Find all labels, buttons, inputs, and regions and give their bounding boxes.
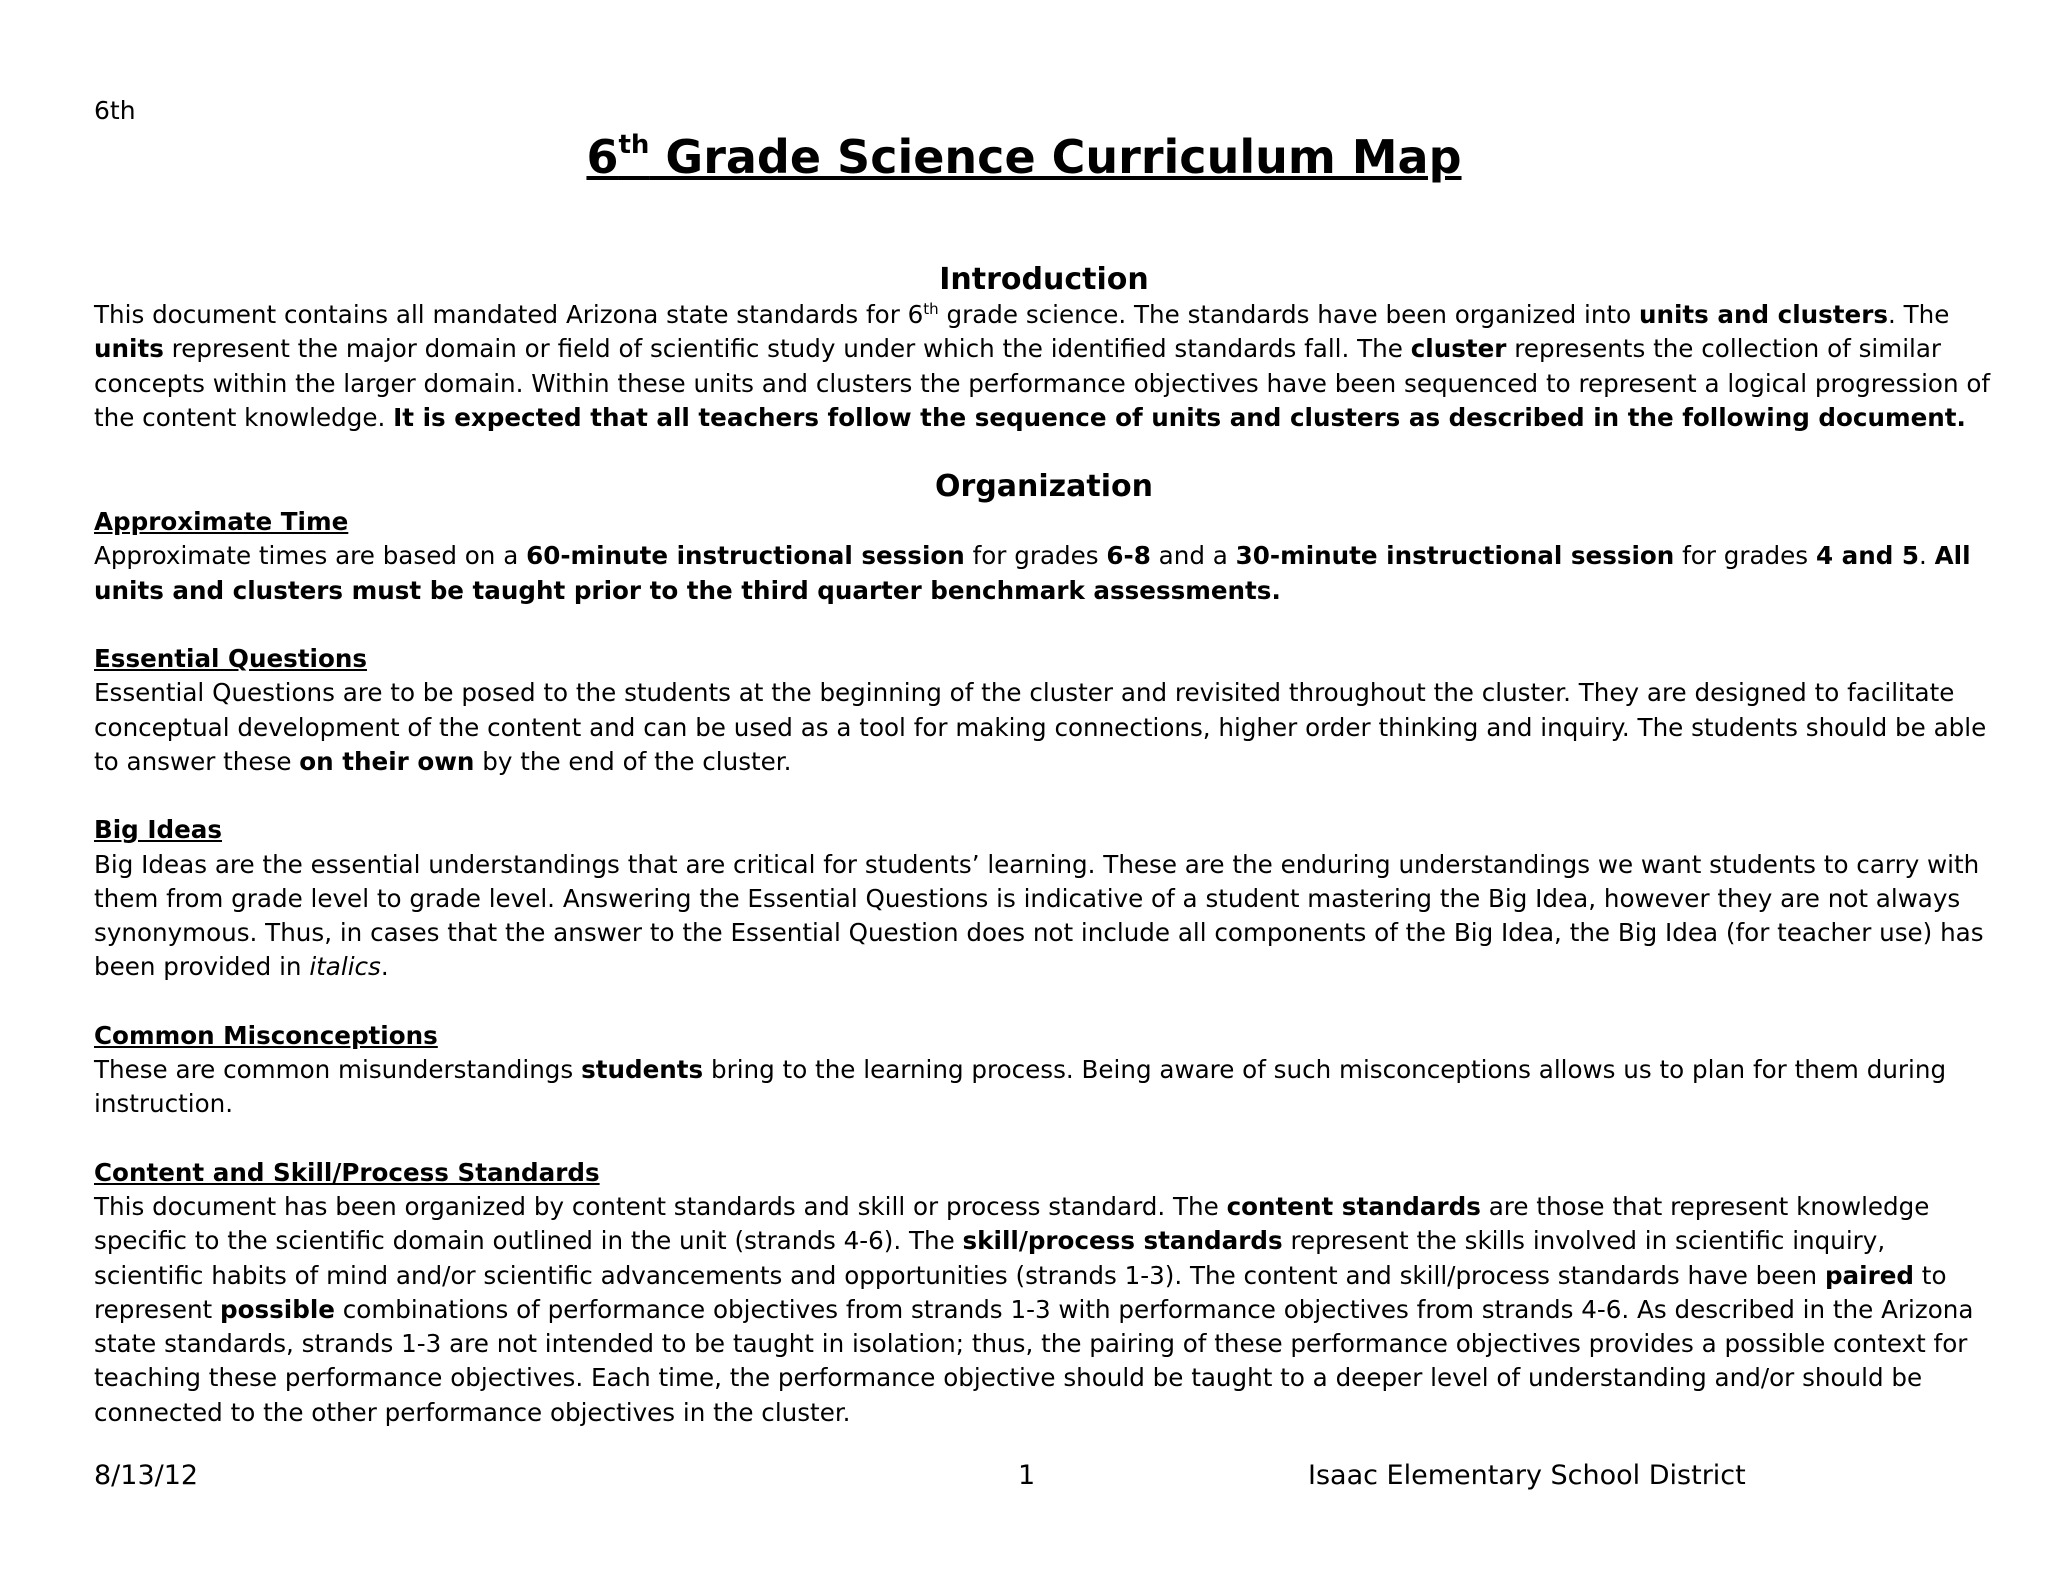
intro-text-5: represents the collection of similar concepts within the larger domain. Within these units and clusters the performance objectives have been sequenced to represent a logical progression of the content knowledge. [94, 334, 1991, 432]
essential-questions-paragraph [94, 676, 1994, 779]
footer-page-number: 1 [1018, 1460, 1036, 1491]
eq-text-2: by the end of the cluster. [474, 746, 792, 776]
time-bold-1: 60-minute instructional session [526, 541, 965, 571]
cs-bold-2: skill/process standards [962, 1226, 1283, 1256]
intro-text-1: This document contains all mandated Arizona state standards for 6 [94, 300, 924, 329]
intro-bold-units: units [94, 334, 164, 364]
title-superscript: th [618, 130, 650, 160]
intro-text-3: . The [1888, 300, 1950, 329]
bi-italic-1: italics [309, 952, 381, 982]
introduction-paragraph [94, 298, 1994, 435]
time-text-4: for grades [1674, 541, 1816, 571]
eq-bold-1: on their own [299, 746, 475, 776]
time-text-3: and a [1150, 541, 1236, 571]
organization-heading: Organization [935, 469, 1153, 505]
common-misconceptions-paragraph [94, 1053, 1994, 1122]
approximate-time-heading: Approximate Time [94, 507, 349, 537]
cs-text-2: are those that represent knowledge specific to the scientific domain outlined in the unit (strands 4-6). The [94, 1191, 1930, 1256]
intro-bold-expectation: It is expected that all teachers follow the sequence of units and clusters as described in the following document. [393, 402, 1966, 432]
common-misconceptions-heading: Common Misconceptions [94, 1020, 438, 1050]
footer-date: 8/13/12 [94, 1460, 199, 1491]
cs-text-3: represent the skills involved in scientific inquiry, scientific habits of mind and/or scientific advancements and opportunities (strands 1-3). The content and skill/process standards have been [94, 1226, 1886, 1290]
footer-district: Isaac Elementary School District [1308, 1460, 1746, 1491]
cm-text-2: bring to the learning process. Being aware of such misconceptions allows us to plan for them during instruction. [94, 1055, 1947, 1119]
time-text-2: for grades [964, 541, 1107, 571]
cs-text-4: to represent [94, 1260, 1947, 1324]
spacer [94, 985, 1994, 1019]
cs-text-5: combinations of performance objectives from strands 1-3 with performance objectives from strands 4-6. As described in the Arizona state standards, strands 1-3 are not intended to be taught in isolation; thus, the pairing of these performance objectives provides a possible context for teaching these performance objectives. Each time, the performance objective should be taught to a deeper level of understanding and/or should be connected to the other performance objectives in the cluster. [94, 1294, 1974, 1427]
bi-text-2: . [380, 952, 389, 982]
intro-superscript: th [923, 300, 939, 318]
introduction-heading: Introduction [939, 262, 1149, 297]
cm-bold-1: students [581, 1055, 704, 1085]
big-ideas-heading: Big Ideas [94, 815, 223, 845]
header-grade-label: 6th [94, 96, 136, 125]
spacer [94, 608, 1994, 642]
content-skill-paragraph [94, 1190, 1994, 1430]
intro-text-2: grade science. The standards have been organized into [938, 300, 1639, 329]
cs-bold-3: paired [1824, 1260, 1914, 1290]
title-text: Grade Science Curriculum Map [649, 130, 1462, 184]
time-bold-4: 4 and 5 [1815, 541, 1919, 571]
spacer [94, 1122, 1994, 1156]
eq-text-1: Essential Questions are to be posed to the students at the beginning of the cluster and revisited throughout the cluster. They are designed to facilitate conceptual development of the content and can be used as a tool for making connections, higher order thinking and inquiry. The students should be able to answer these [94, 678, 1987, 776]
intro-bold-cluster: cluster [1410, 334, 1507, 364]
time-text-1: Approximate times are based on a [94, 541, 527, 571]
intro-text-4: represent the major domain or field of scientific study under which the identified standards fall. The [163, 334, 1411, 364]
bi-text-1: Big Ideas are the essential understandings that are critical for students’ learning. These are the enduring understandings we want students to carry with them from grade level to grade level. Answering the Essential Questions is indicative of a student mastering the Big Idea, however they are not always synonymous. Thus, in cases that the answer to the Essential Question does not include all components of the Big Idea, the Big Idea (for teacher use) has been provided in [94, 849, 1984, 982]
time-text-5: . [1919, 541, 1935, 571]
approximate-time-paragraph [94, 539, 1994, 608]
time-bold-2: 6-8 [1106, 541, 1151, 571]
document-title [0, 130, 2048, 184]
time-bold-3: 30-minute instructional session [1235, 541, 1675, 571]
cs-bold-4: possible [220, 1294, 335, 1324]
essential-questions-heading: Essential Questions [94, 644, 368, 674]
cs-text-1: This document has been organized by content standards and skill or process standard. The [94, 1191, 1227, 1221]
cm-text-1: These are common misunderstandings [94, 1055, 582, 1085]
content-skill-heading: Content and Skill/Process Standards [94, 1157, 600, 1187]
big-ideas-paragraph [94, 848, 1994, 985]
intro-bold-units-clusters: units and clusters [1638, 300, 1889, 329]
title-prefix: 6 [586, 130, 619, 184]
spacer [94, 435, 1994, 469]
time-bold-5: All units and clusters must be taught prior to the third quarter benchmark assessments. [94, 541, 1971, 605]
cs-bold-1: content standards [1226, 1191, 1481, 1221]
spacer [94, 779, 1994, 813]
document-body [94, 262, 1994, 1430]
